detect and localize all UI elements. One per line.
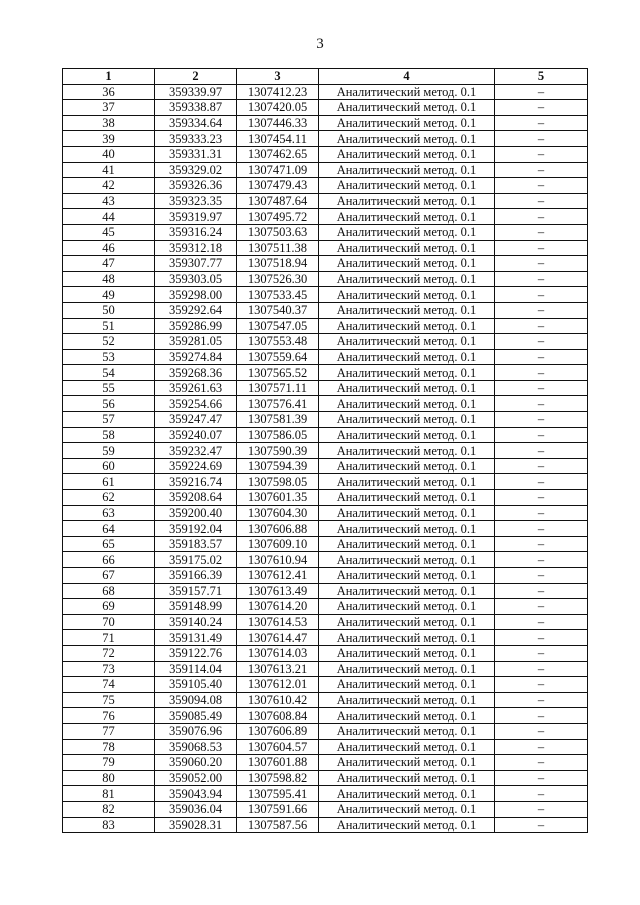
table-row: [63, 536, 588, 552]
table-cell: 1307601.88: [237, 755, 319, 771]
table-cell: 359068.53: [155, 739, 237, 755]
column-header: 2: [155, 69, 237, 85]
table-cell: 1307479.43: [237, 178, 319, 194]
table-cell: 1307565.52: [237, 365, 319, 381]
table-cell: Аналитический метод. 0.1: [319, 224, 495, 240]
table-row: [63, 630, 588, 646]
table-cell: 1307518.94: [237, 256, 319, 272]
table-cell: 36: [63, 84, 155, 100]
table-row: [63, 256, 588, 272]
table-cell: 1307446.33: [237, 115, 319, 131]
table-header-row: [63, 69, 588, 85]
table-cell: –: [495, 755, 588, 771]
table-cell: 48: [63, 271, 155, 287]
table-row: [63, 583, 588, 599]
table-cell: 45: [63, 224, 155, 240]
table-row: [63, 677, 588, 693]
table-row: [63, 178, 588, 194]
table-body: [63, 84, 588, 833]
table-row: [63, 645, 588, 661]
table-cell: –: [495, 677, 588, 693]
table-cell: 1307594.39: [237, 458, 319, 474]
table-cell: 359316.24: [155, 224, 237, 240]
table-row: [63, 474, 588, 490]
table-cell: 1307587.56: [237, 817, 319, 833]
table-cell: Аналитический метод. 0.1: [319, 209, 495, 225]
table-cell: 1307606.88: [237, 521, 319, 537]
table-cell: 359105.40: [155, 677, 237, 693]
table-cell: 1307586.05: [237, 427, 319, 443]
table-cell: 1307540.37: [237, 302, 319, 318]
table-cell: Аналитический метод. 0.1: [319, 583, 495, 599]
table-cell: 1307595.41: [237, 786, 319, 802]
table-cell: 359312.18: [155, 240, 237, 256]
table-cell: 1307604.30: [237, 505, 319, 521]
table-cell: –: [495, 443, 588, 459]
table-cell: Аналитический метод. 0.1: [319, 552, 495, 568]
table-cell: 359131.49: [155, 630, 237, 646]
table-row: [63, 599, 588, 615]
table-cell: –: [495, 193, 588, 209]
table-cell: 55: [63, 380, 155, 396]
table-cell: 359192.04: [155, 521, 237, 537]
table-cell: 359140.24: [155, 614, 237, 630]
table-cell: 38: [63, 115, 155, 131]
table-cell: 58: [63, 427, 155, 443]
table-row: [63, 365, 588, 381]
table-row: [63, 224, 588, 240]
table-cell: –: [495, 645, 588, 661]
table-row: [63, 412, 588, 428]
table-cell: 56: [63, 396, 155, 412]
table-cell: –: [495, 100, 588, 116]
table-cell: 75: [63, 692, 155, 708]
table-cell: –: [495, 396, 588, 412]
table-cell: Аналитический метод. 0.1: [319, 723, 495, 739]
table-cell: 61: [63, 474, 155, 490]
table-row: [63, 723, 588, 739]
table-cell: –: [495, 146, 588, 162]
table-cell: 83: [63, 817, 155, 833]
table-cell: 359247.47: [155, 412, 237, 428]
table-cell: 76: [63, 708, 155, 724]
table-cell: 67: [63, 568, 155, 584]
table-cell: 1307614.47: [237, 630, 319, 646]
table-row: [63, 458, 588, 474]
table-cell: –: [495, 318, 588, 334]
table-cell: 1307495.72: [237, 209, 319, 225]
table-cell: 359183.57: [155, 536, 237, 552]
table-cell: 359338.87: [155, 100, 237, 116]
table-cell: 359286.99: [155, 318, 237, 334]
table-cell: 1307604.57: [237, 739, 319, 755]
column-header: 5: [495, 69, 588, 85]
table-cell: 359339.97: [155, 84, 237, 100]
table-row: [63, 115, 588, 131]
column-header: 4: [319, 69, 495, 85]
table-cell: 62: [63, 490, 155, 506]
table-cell: 1307614.20: [237, 599, 319, 615]
table-row: [63, 801, 588, 817]
table-cell: –: [495, 209, 588, 225]
table-cell: 1307612.01: [237, 677, 319, 693]
table-cell: 1307576.41: [237, 396, 319, 412]
table-cell: 1307614.03: [237, 645, 319, 661]
table-cell: 80: [63, 770, 155, 786]
table-cell: 64: [63, 521, 155, 537]
table-cell: 73: [63, 661, 155, 677]
table-row: [63, 692, 588, 708]
table-cell: 50: [63, 302, 155, 318]
table-cell: 1307608.84: [237, 708, 319, 724]
column-header: 3: [237, 69, 319, 85]
table-cell: –: [495, 692, 588, 708]
table-cell: 359303.05: [155, 271, 237, 287]
table-cell: 1307591.66: [237, 801, 319, 817]
table-cell: Аналитический метод. 0.1: [319, 380, 495, 396]
table-cell: 39: [63, 131, 155, 147]
page-number: 3: [316, 36, 324, 52]
table-cell: 77: [63, 723, 155, 739]
table-cell: –: [495, 708, 588, 724]
table-cell: 1307610.94: [237, 552, 319, 568]
table-row: [63, 146, 588, 162]
table-cell: –: [495, 256, 588, 272]
table-cell: 359036.04: [155, 801, 237, 817]
table-cell: Аналитический метод. 0.1: [319, 458, 495, 474]
table-cell: 359240.07: [155, 427, 237, 443]
table-cell: 1307547.05: [237, 318, 319, 334]
table-cell: Аналитический метод. 0.1: [319, 770, 495, 786]
table-cell: 1307420.05: [237, 100, 319, 116]
table-row: [63, 380, 588, 396]
table-cell: Аналитический метод. 0.1: [319, 412, 495, 428]
table-row: [63, 521, 588, 537]
table-cell: 72: [63, 645, 155, 661]
table-cell: –: [495, 162, 588, 178]
table-cell: 1307614.53: [237, 614, 319, 630]
table-cell: –: [495, 801, 588, 817]
table-cell: 37: [63, 100, 155, 116]
table-cell: –: [495, 380, 588, 396]
table-cell: 359268.36: [155, 365, 237, 381]
table-cell: 41: [63, 162, 155, 178]
table-cell: Аналитический метод. 0.1: [319, 162, 495, 178]
table-cell: 69: [63, 599, 155, 615]
table-cell: Аналитический метод. 0.1: [319, 614, 495, 630]
table-cell: 359274.84: [155, 349, 237, 365]
table-cell: 359254.66: [155, 396, 237, 412]
table-cell: 1307487.64: [237, 193, 319, 209]
table-cell: 359216.74: [155, 474, 237, 490]
table-cell: 1307559.64: [237, 349, 319, 365]
table-cell: –: [495, 490, 588, 506]
table-row: [63, 131, 588, 147]
column-header: 1: [63, 69, 155, 85]
table-row: [63, 240, 588, 256]
table-cell: Аналитический метод. 0.1: [319, 568, 495, 584]
table-cell: –: [495, 739, 588, 755]
table-cell: –: [495, 599, 588, 615]
table-cell: 66: [63, 552, 155, 568]
table-cell: 68: [63, 583, 155, 599]
table-cell: 359224.69: [155, 458, 237, 474]
table-cell: 359326.36: [155, 178, 237, 194]
table-row: [63, 287, 588, 303]
table-cell: 1307609.10: [237, 536, 319, 552]
table-cell: Аналитический метод. 0.1: [319, 240, 495, 256]
table-cell: 52: [63, 334, 155, 350]
table-cell: 81: [63, 786, 155, 802]
table-cell: 60: [63, 458, 155, 474]
table-row: [63, 209, 588, 225]
table-cell: –: [495, 349, 588, 365]
coordinates-table: [62, 68, 588, 833]
table-cell: 359331.31: [155, 146, 237, 162]
table-cell: Аналитический метод. 0.1: [319, 193, 495, 209]
table-cell: –: [495, 131, 588, 147]
table-cell: 51: [63, 318, 155, 334]
table-row: [63, 817, 588, 833]
table-cell: 359052.00: [155, 770, 237, 786]
table-cell: Аналитический метод. 0.1: [319, 739, 495, 755]
table-cell: Аналитический метод. 0.1: [319, 630, 495, 646]
table-cell: 359334.64: [155, 115, 237, 131]
table-cell: 359060.20: [155, 755, 237, 771]
table-cell: 1307581.39: [237, 412, 319, 428]
table-cell: 70: [63, 614, 155, 630]
table-row: [63, 443, 588, 459]
table-cell: –: [495, 505, 588, 521]
table-cell: 1307613.21: [237, 661, 319, 677]
table-cell: Аналитический метод. 0.1: [319, 599, 495, 615]
table-cell: Аналитический метод. 0.1: [319, 661, 495, 677]
table-row: [63, 396, 588, 412]
table-cell: –: [495, 474, 588, 490]
table-cell: –: [495, 334, 588, 350]
table-cell: 1307571.11: [237, 380, 319, 396]
table-cell: –: [495, 84, 588, 100]
table-cell: 359323.35: [155, 193, 237, 209]
table-cell: 1307610.42: [237, 692, 319, 708]
table-cell: 359122.76: [155, 645, 237, 661]
table-cell: Аналитический метод. 0.1: [319, 645, 495, 661]
table-row: [63, 786, 588, 802]
table-cell: 359319.97: [155, 209, 237, 225]
table-cell: Аналитический метод. 0.1: [319, 349, 495, 365]
table-cell: Аналитический метод. 0.1: [319, 490, 495, 506]
table-cell: Аналитический метод. 0.1: [319, 396, 495, 412]
table-cell: Аналитический метод. 0.1: [319, 287, 495, 303]
table-cell: 359232.47: [155, 443, 237, 459]
table-cell: 1307590.39: [237, 443, 319, 459]
table-cell: 1307601.35: [237, 490, 319, 506]
table-cell: 359307.77: [155, 256, 237, 272]
table-cell: 43: [63, 193, 155, 209]
table-row: [63, 568, 588, 584]
table-cell: Аналитический метод. 0.1: [319, 536, 495, 552]
table-row: [63, 271, 588, 287]
table-row: [63, 334, 588, 350]
table-cell: Аналитический метод. 0.1: [319, 256, 495, 272]
table-cell: 79: [63, 755, 155, 771]
table-cell: 57: [63, 412, 155, 428]
table-row: [63, 84, 588, 100]
table-cell: –: [495, 770, 588, 786]
table-cell: Аналитический метод. 0.1: [319, 443, 495, 459]
table-cell: 359028.31: [155, 817, 237, 833]
table-cell: –: [495, 521, 588, 537]
table-cell: –: [495, 302, 588, 318]
table-row: [63, 614, 588, 630]
table-row: [63, 349, 588, 365]
table-cell: 359261.63: [155, 380, 237, 396]
table-cell: –: [495, 224, 588, 240]
table-cell: 359076.96: [155, 723, 237, 739]
table-cell: 63: [63, 505, 155, 521]
table-cell: –: [495, 723, 588, 739]
table-cell: 1307471.09: [237, 162, 319, 178]
table-cell: Аналитический метод. 0.1: [319, 677, 495, 693]
table-cell: 65: [63, 536, 155, 552]
table-cell: 1307412.23: [237, 84, 319, 100]
table-cell: Аналитический метод. 0.1: [319, 801, 495, 817]
table-cell: 359085.49: [155, 708, 237, 724]
table-cell: –: [495, 661, 588, 677]
table-cell: 359148.99: [155, 599, 237, 615]
table-cell: Аналитический метод. 0.1: [319, 817, 495, 833]
table-cell: –: [495, 552, 588, 568]
table-cell: 49: [63, 287, 155, 303]
table-cell: –: [495, 817, 588, 833]
table-cell: 1307462.65: [237, 146, 319, 162]
table-cell: 359114.04: [155, 661, 237, 677]
table-cell: 359298.00: [155, 287, 237, 303]
table-cell: 1307606.89: [237, 723, 319, 739]
table-cell: 359200.40: [155, 505, 237, 521]
table-row: [63, 193, 588, 209]
table-row: [63, 302, 588, 318]
table-cell: Аналитический метод. 0.1: [319, 131, 495, 147]
table-row: [63, 552, 588, 568]
table-cell: 1307613.49: [237, 583, 319, 599]
table-cell: –: [495, 614, 588, 630]
table-cell: Аналитический метод. 0.1: [319, 708, 495, 724]
table-row: [63, 318, 588, 334]
table-cell: Аналитический метод. 0.1: [319, 100, 495, 116]
table-row: [63, 708, 588, 724]
table-cell: Аналитический метод. 0.1: [319, 427, 495, 443]
table-cell: 359157.71: [155, 583, 237, 599]
table-cell: –: [495, 115, 588, 131]
table-row: [63, 162, 588, 178]
table-cell: 1307598.05: [237, 474, 319, 490]
table-cell: Аналитический метод. 0.1: [319, 786, 495, 802]
table-cell: Аналитический метод. 0.1: [319, 692, 495, 708]
table-cell: 359281.05: [155, 334, 237, 350]
table-cell: 74: [63, 677, 155, 693]
table-cell: Аналитический метод. 0.1: [319, 146, 495, 162]
table-row: [63, 755, 588, 771]
table-cell: –: [495, 287, 588, 303]
table-cell: 1307553.48: [237, 334, 319, 350]
table-row: [63, 770, 588, 786]
table-cell: 78: [63, 739, 155, 755]
table-cell: –: [495, 365, 588, 381]
table-cell: 46: [63, 240, 155, 256]
table-cell: Аналитический метод. 0.1: [319, 365, 495, 381]
table-row: [63, 490, 588, 506]
table-cell: 54: [63, 365, 155, 381]
table-cell: 359333.23: [155, 131, 237, 147]
table-cell: 359094.08: [155, 692, 237, 708]
table-cell: 359043.94: [155, 786, 237, 802]
table-cell: –: [495, 458, 588, 474]
table-cell: –: [495, 271, 588, 287]
table-cell: 42: [63, 178, 155, 194]
table-row: [63, 100, 588, 116]
table-cell: 1307598.82: [237, 770, 319, 786]
table-cell: –: [495, 178, 588, 194]
table-cell: 359292.64: [155, 302, 237, 318]
table-cell: –: [495, 630, 588, 646]
table-cell: Аналитический метод. 0.1: [319, 84, 495, 100]
table-cell: Аналитический метод. 0.1: [319, 755, 495, 771]
table-cell: 82: [63, 801, 155, 817]
table-cell: Аналитический метод. 0.1: [319, 115, 495, 131]
table-cell: Аналитический метод. 0.1: [319, 271, 495, 287]
table-cell: Аналитический метод. 0.1: [319, 505, 495, 521]
table-cell: 1307454.11: [237, 131, 319, 147]
table-cell: 359329.02: [155, 162, 237, 178]
table-cell: 1307526.30: [237, 271, 319, 287]
table-cell: 359166.39: [155, 568, 237, 584]
table-cell: Аналитический метод. 0.1: [319, 521, 495, 537]
table-cell: 40: [63, 146, 155, 162]
table-cell: 359175.02: [155, 552, 237, 568]
table-cell: –: [495, 583, 588, 599]
table-row: [63, 505, 588, 521]
table-cell: 47: [63, 256, 155, 272]
table-cell: Аналитический метод. 0.1: [319, 318, 495, 334]
table-row: [63, 739, 588, 755]
table-cell: –: [495, 786, 588, 802]
table-cell: –: [495, 536, 588, 552]
table-cell: Аналитический метод. 0.1: [319, 334, 495, 350]
table-cell: 71: [63, 630, 155, 646]
table-cell: 1307503.63: [237, 224, 319, 240]
table-cell: 53: [63, 349, 155, 365]
table-cell: –: [495, 412, 588, 428]
table-row: [63, 427, 588, 443]
table-cell: 1307511.38: [237, 240, 319, 256]
table-cell: –: [495, 240, 588, 256]
table-cell: –: [495, 427, 588, 443]
table-cell: Аналитический метод. 0.1: [319, 302, 495, 318]
table-cell: 1307533.45: [237, 287, 319, 303]
table-cell: Аналитический метод. 0.1: [319, 178, 495, 194]
table-row: [63, 661, 588, 677]
table-cell: 1307612.41: [237, 568, 319, 584]
table-cell: 44: [63, 209, 155, 225]
table-cell: Аналитический метод. 0.1: [319, 474, 495, 490]
table-cell: 359208.64: [155, 490, 237, 506]
table-cell: 59: [63, 443, 155, 459]
table-cell: –: [495, 568, 588, 584]
